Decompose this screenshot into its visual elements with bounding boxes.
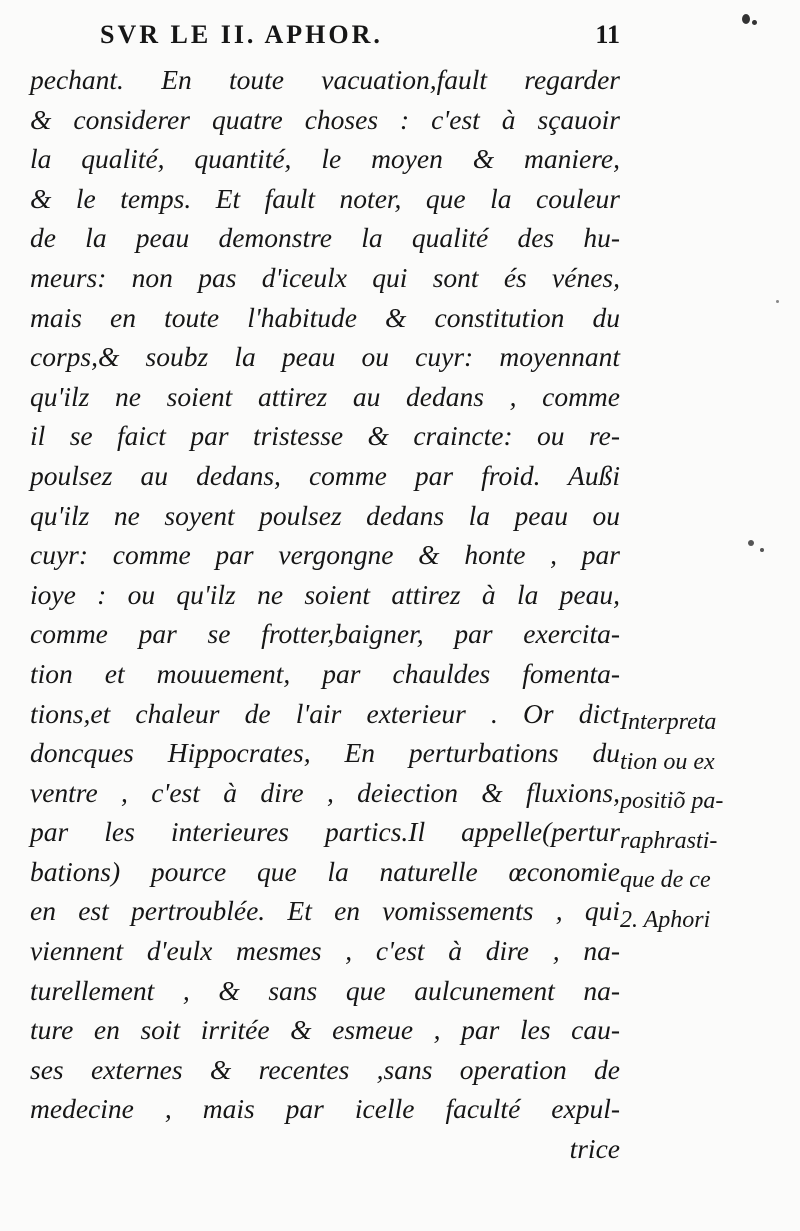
text-line: cuyr: comme par vergongne & honte , par (30, 539, 620, 571)
marginal-note-line: raphrasti- (620, 827, 718, 854)
ink-speck (752, 20, 757, 25)
text-line: la qualité, quantité, le moyen & maniere, (30, 143, 620, 175)
text-line: bations) pource que la naturelle œconomie (30, 855, 620, 887)
text-line: ture en soit irritée & esmeue , par les cau- (30, 1014, 620, 1046)
text-line: poulsez au dedans, comme par froid. Außi (30, 459, 620, 491)
text-line: mais en toute l'habitude & constitution du (30, 301, 620, 333)
catchword: trice (569, 1133, 620, 1165)
text-line: viennent d'eulx mesmes , c'est à dire , na- (30, 935, 620, 967)
text-line: & considerer quatre choses : c'est à sçauoir (30, 103, 620, 135)
text-line: qu'ilz ne soyent poulsez dedans la peau ou (30, 499, 620, 531)
text-line: tion et mouuement, par chauldes fomenta- (30, 657, 620, 689)
marginal-note-line: tion ou ex (620, 748, 715, 775)
text-line: de la peau demonstre la qualité des hu- (30, 222, 620, 254)
text-line: ses externes & recentes ,sans operation de (30, 1053, 620, 1085)
running-title: SVR LE II. APHOR. (100, 20, 383, 49)
text-line: il se faict par tristesse & craincte: ou re- (30, 420, 620, 452)
marginal-note-line: 2. Aphori (620, 906, 711, 933)
text-line: ioye : ou qu'ilz ne soient attirez à la peau, (30, 578, 620, 610)
text-line: medecine , mais par icelle faculté expul- (30, 1093, 620, 1125)
page-header (100, 20, 620, 56)
text-line: ventre , c'est à dire , deiection & fluxions, (30, 776, 620, 808)
text-line: meurs: non pas d'iceulx qui sont és vénes, (30, 261, 620, 293)
marginal-note-line: positiõ pa- (620, 788, 724, 815)
text-line: comme par se frotter,baigner, par exercita- (30, 618, 620, 650)
text-line: turellement , & sans que aulcunement na- (30, 974, 620, 1006)
main-text-block (30, 60, 620, 1169)
text-line: corps,& soubz la peau ou cuyr: moyennant (30, 341, 620, 373)
text-line: tions,et chaleur de l'air exterieur . Or dict (30, 697, 620, 729)
marginal-note-line: Interpreta (620, 709, 717, 735)
ink-speck (748, 540, 754, 546)
marginal-note (620, 703, 770, 941)
ink-speck (776, 300, 779, 303)
text-line: pechant. En toute vacuation,fault regarder (30, 64, 620, 95)
text-line: doncques Hippocrates, En perturbations du (30, 737, 620, 769)
ink-speck (742, 14, 750, 24)
page-number: 11 (595, 20, 620, 49)
text-line: & le temps. Et fault noter, que la couleur (30, 182, 620, 214)
text-line: par les interieures partics.Il appelle(pertur (30, 816, 620, 848)
text-line: qu'ilz ne soient attirez au dedans , comme (30, 380, 620, 412)
marginal-note-line: que de ce (620, 867, 711, 894)
text-line: en est pertroublée. Et en vomissements , qui (30, 895, 620, 927)
ink-speck (760, 548, 764, 552)
